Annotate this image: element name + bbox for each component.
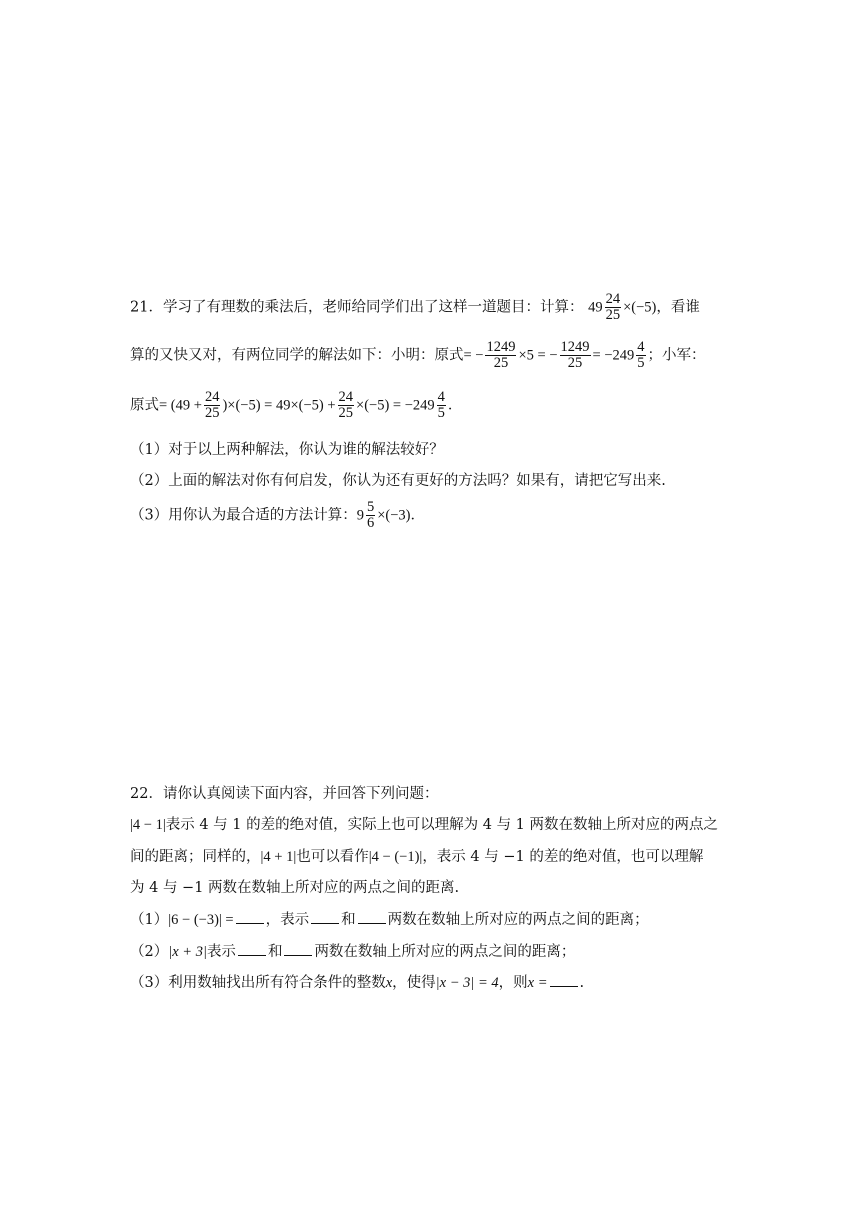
q22-intro-text: 请你认真阅读下面内容，并回答下列问题： — [162, 786, 439, 802]
q22-line-intro — [130, 782, 438, 803]
q22-sub1-b: ，表示 — [265, 912, 310, 928]
q21-number: 21． — [130, 299, 163, 316]
q22-para2-b: 也可以看作 — [296, 849, 369, 865]
q21-xiaoming-eq3: = −249 — [592, 347, 635, 364]
answer-blank[interactable] — [284, 943, 312, 956]
q22-para2-c: ，表示 4 与 −1 的差的绝对值，也可以理解 — [422, 849, 704, 865]
q22-sub-2 — [130, 940, 575, 961]
q21-line2-end: ；小军： — [647, 347, 706, 364]
q22-sub1-c: 和 — [341, 912, 356, 928]
q21-xiaojun-text: 原式 — [130, 397, 159, 414]
q22-abs-expr-2: |4 + 1| — [260, 849, 297, 865]
q22-para-1 — [130, 813, 718, 834]
q22-sub3-c: ，则 — [498, 975, 528, 991]
q21-sub3-text: （3）用你认为最合适的方法计算： — [130, 507, 357, 524]
q21-intro-text: 学习了有理数的乘法后，老师给同学们出了这样一道题目：计算： — [162, 299, 584, 316]
q22-sub-3 — [130, 971, 584, 992]
q21-xiaoming-frac3 — [636, 340, 645, 371]
q21-xiaoming-text: 算的又快又对，有两位同学的解法如下：小明：原式 — [130, 347, 464, 364]
fraction-numerator: 24 — [338, 389, 354, 405]
q22-abs-expr-1: |4 − 1| — [130, 817, 166, 833]
q22-sub2-d: 两数在数轴上所对应的两点之间的距离； — [314, 944, 576, 960]
q22-abs-expr-3: |4 − (−1)| — [368, 849, 423, 865]
fraction-denominator: 6 — [366, 515, 375, 532]
answer-blank[interactable] — [236, 911, 264, 924]
q22-sub1-expr: |6 − (−3)| = — [168, 912, 234, 928]
q22-sub1-label: （1） — [130, 912, 169, 928]
fraction-numerator: 24 — [204, 389, 220, 405]
q21-sub3-tail: ×(−3) — [377, 507, 411, 524]
q21-xiaoming-mid: ×5 = − — [518, 347, 558, 364]
answer-blank[interactable] — [311, 911, 339, 924]
fraction-numerator: 5 — [366, 499, 375, 515]
fraction-numerator: 24 — [605, 291, 621, 307]
q22-sub3-expr: |x − 3| = 4 — [435, 975, 499, 991]
q22-sub1-d: 两数在数轴上所对应的两点之间的距离； — [387, 912, 649, 928]
q22-sub3-end: . — [579, 975, 585, 991]
q22-para-2 — [130, 845, 703, 866]
fraction-denominator: 25 — [605, 307, 621, 324]
fraction-denominator: 25 — [493, 355, 509, 372]
fraction-numerator: 1249 — [486, 339, 516, 355]
q22-sub2-expr: |x + 3| — [168, 944, 207, 960]
q21-sub-2: （2）上面的解法对你有何启发，你认为还有更好的方法吗？如果有，请把它写出来. — [130, 473, 666, 489]
q21-expr-tail: ×(−5) — [623, 299, 657, 316]
q21-sub-3 — [130, 500, 425, 531]
q21-expr-whole: 49 — [588, 299, 603, 316]
q22-sub2-c: 和 — [267, 944, 283, 960]
q22-sub3-x: x — [385, 975, 393, 991]
q21-xiaoming-eq1: = − — [463, 347, 484, 364]
q21-sub-1: （1）对于以上两种解法，你认为谁的解法较好？ — [130, 442, 444, 458]
q22-number: 22． — [130, 786, 163, 802]
q22-sub3-b: ，使得 — [392, 975, 436, 991]
q21-xiaojun-frac3 — [437, 390, 446, 421]
q21-xiaojun-frac1 — [204, 390, 221, 421]
answer-blank[interactable] — [358, 911, 386, 924]
fraction-denominator: 5 — [437, 405, 445, 422]
q21-xiaojun-b: )×(−5) = 49×(−5) + — [222, 397, 336, 414]
q22-sub-1 — [130, 908, 649, 929]
q21-line-1 — [130, 292, 700, 323]
fraction-numerator: 1249 — [560, 339, 590, 355]
q21-expr-fraction — [605, 292, 622, 323]
q21-line-3 — [130, 390, 462, 421]
fraction-denominator: 5 — [637, 355, 645, 372]
answer-blank[interactable] — [238, 943, 266, 956]
q22-para1-text: 表示 4 与 1 的差的绝对值，实际上也可以理解为 4 与 1 两数在数轴上所对应的两点之 — [165, 817, 719, 833]
q21-sub3-whole: 9 — [356, 507, 364, 524]
q21-sub3-fraction — [366, 500, 375, 531]
q22-sub2-label: （2） — [130, 944, 169, 960]
q21-line-2 — [130, 340, 706, 371]
q22-sub3-a: （3）利用数轴找出所有符合条件的整数 — [130, 975, 386, 991]
q21-sub3-end: ． — [410, 507, 425, 524]
q21-xiaoming-frac1 — [485, 340, 516, 371]
q21-xiaojun-a: = (49 + — [159, 397, 202, 414]
q22-sub2-b: 表示 — [206, 944, 236, 960]
q22-para2-a: 间的距离；同样的， — [130, 849, 261, 865]
q21-line3-end: ． — [447, 397, 463, 414]
answer-blank[interactable] — [550, 974, 578, 987]
fraction-numerator: 4 — [437, 389, 445, 405]
fraction-numerator: 4 — [637, 339, 645, 355]
fraction-denominator: 25 — [338, 405, 354, 422]
fraction-denominator: 25 — [567, 355, 583, 372]
q21-xiaojun-c: ×(−5) = −249 — [356, 397, 435, 414]
fraction-denominator: 25 — [204, 405, 220, 422]
q21-line1-end: ，看谁 — [656, 299, 700, 316]
q21-xiaoming-frac2 — [560, 340, 591, 371]
q22-sub3-x-eq: x = — [527, 975, 548, 991]
q22-para-3: 为 4 与 −1 两数在数轴上所对应的两点之间的距离. — [130, 880, 460, 896]
q21-xiaojun-frac2 — [338, 390, 355, 421]
